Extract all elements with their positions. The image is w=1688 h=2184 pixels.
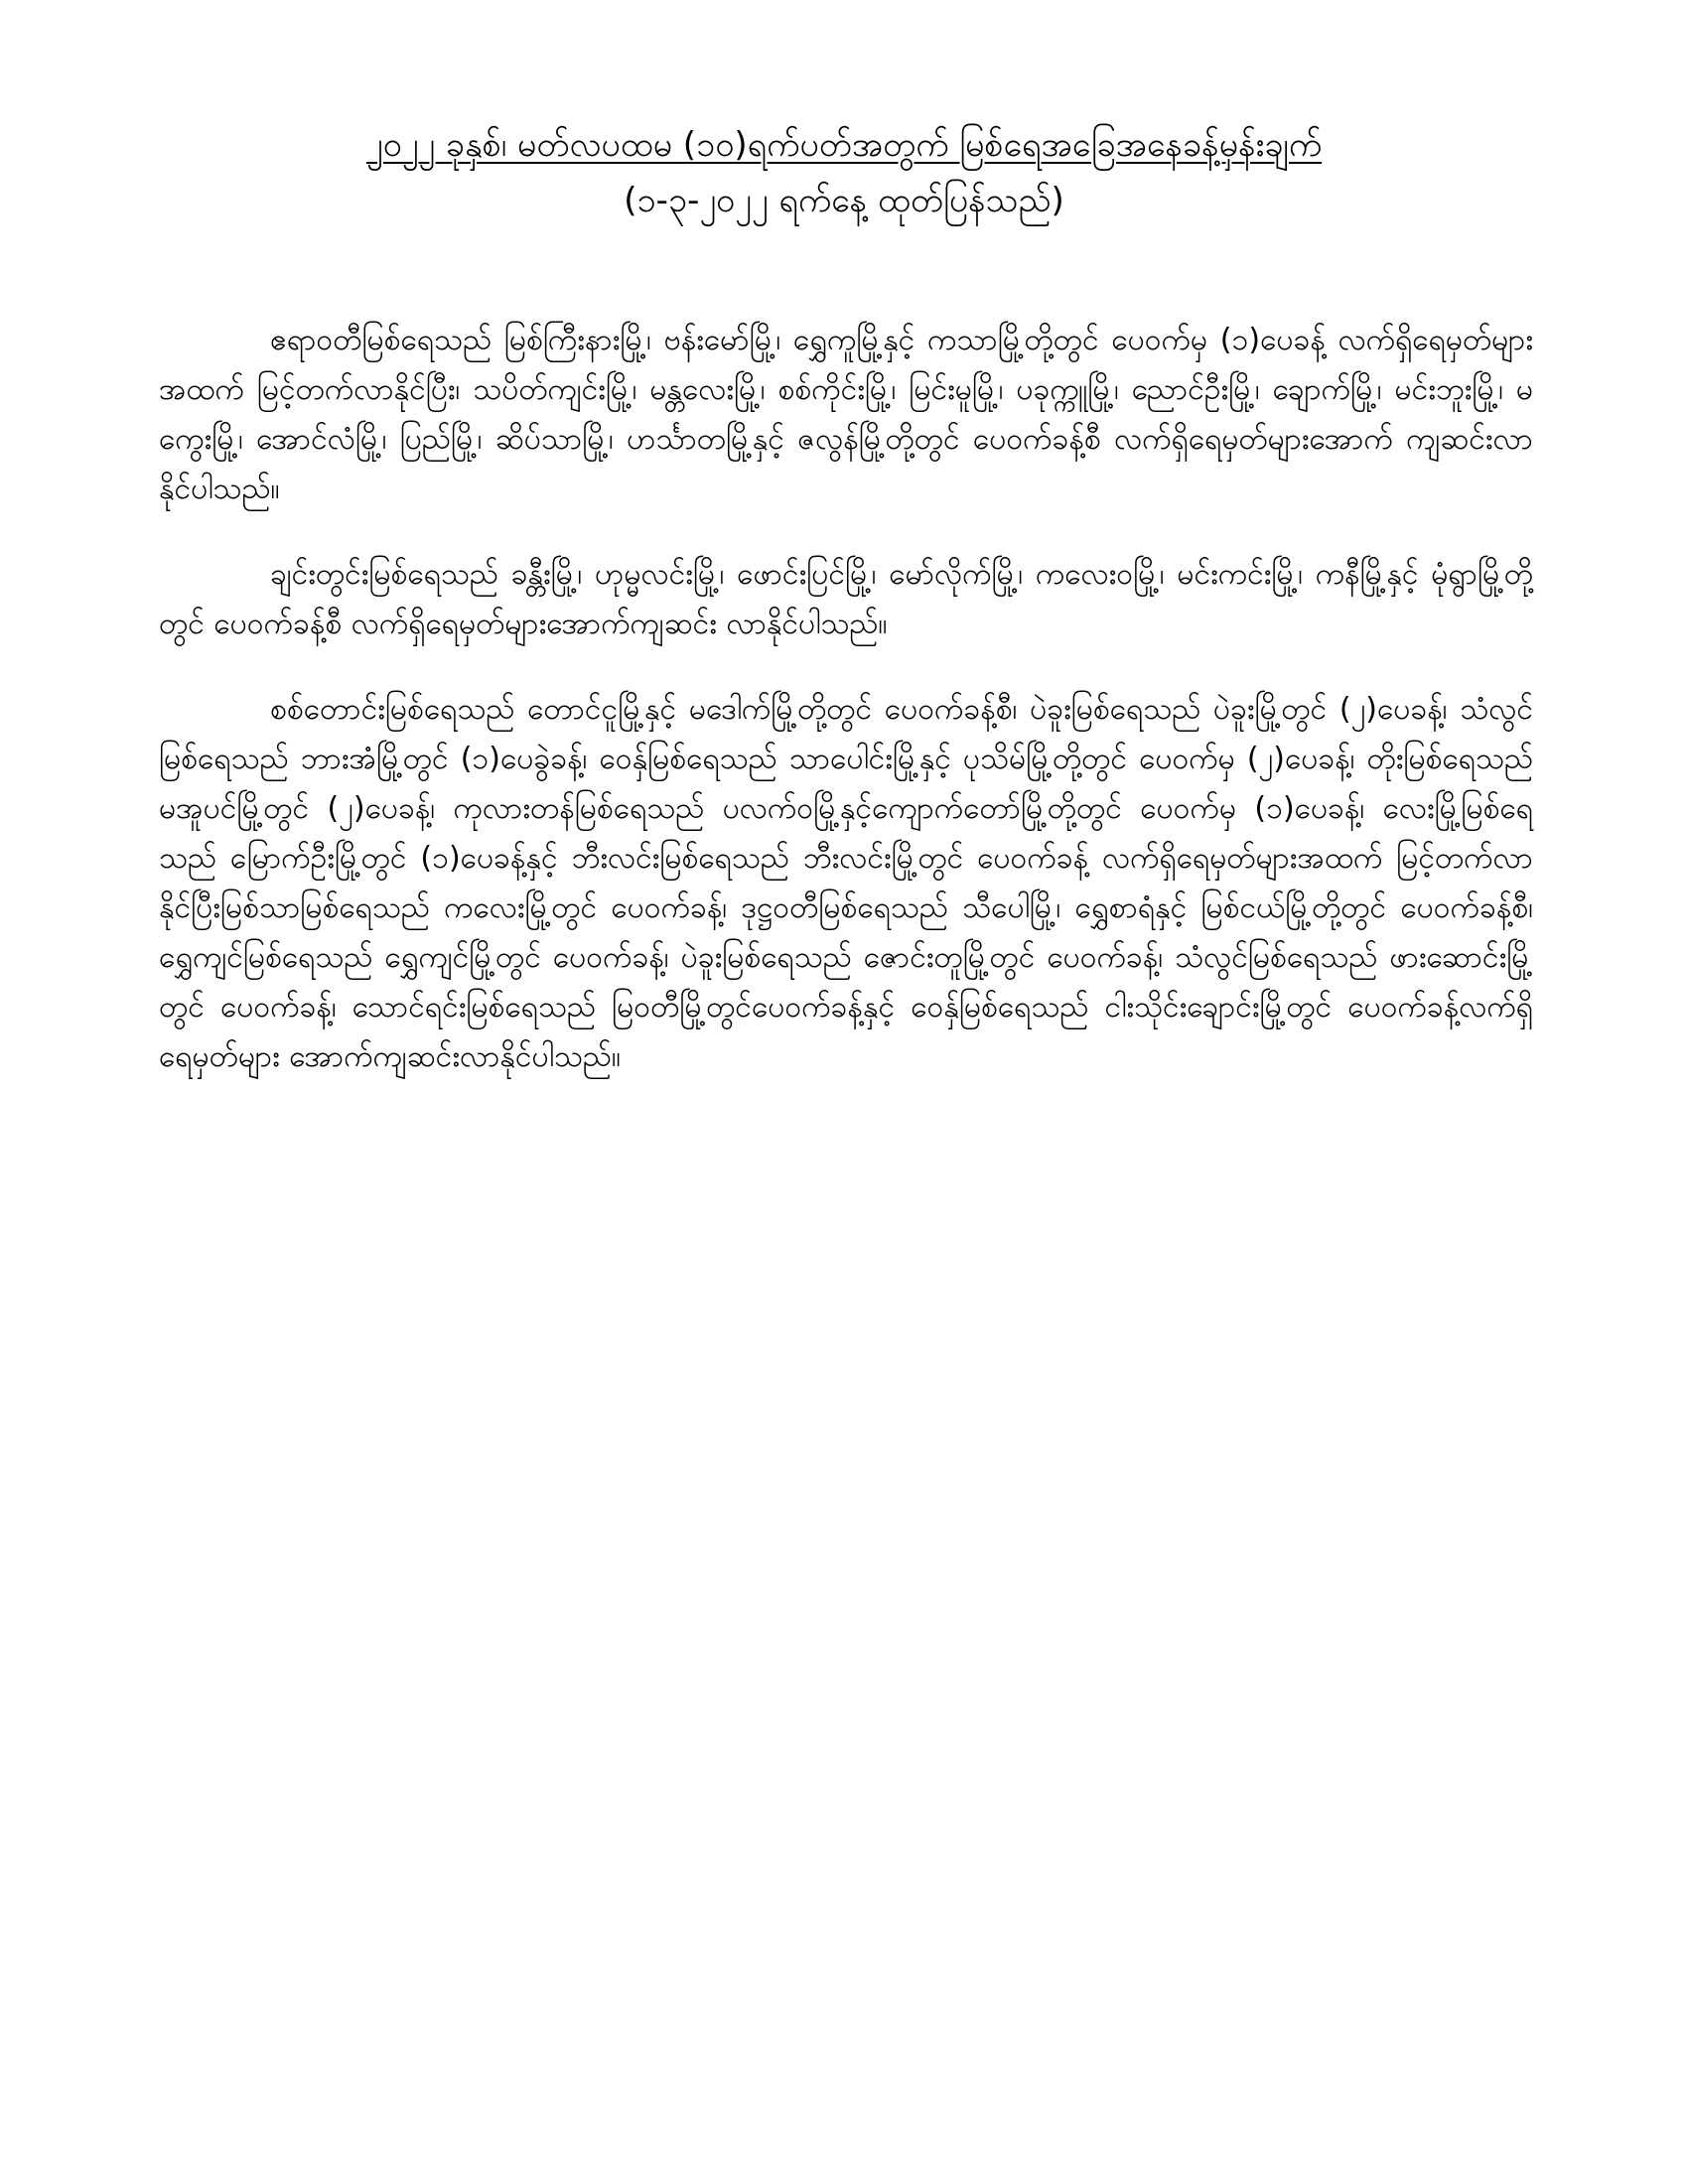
page-subtitle: (၁-၃-၂၀၂၂ ရက်နေ့ ထုတ်ပြန်သည်) xyxy=(624,181,1064,220)
page-title: ၂၀၂၂ ခုနှစ်၊ မတ်လပထမ (၁၀)ရက်ပတ်အတွက် မြစ်ရေအခြေအနေခန့်မှန်းချက် xyxy=(365,125,1323,165)
document-body xyxy=(159,316,1533,1118)
title-block xyxy=(159,117,1529,228)
paragraph-ayeyarwady: ဧရာဝတီမြစ်ရေသည် မြစ်ကြီးနားမြို့၊ ဗန်းမော်မြို့၊ ရွှေကူမြို့နှင့် ကသာမြို့တို့တွင် ပေဝက်မှ (၁)ပေခန့် လက်ရှိရေမှတ်များအထက် မြင့်တက်လာနိုင်ပြီး၊ သပိတ်ကျင်းမြို့၊ မန္တလေးမြို့၊ စစ်ကိုင်းမြို့၊ မြင်းမူမြို့၊ ပခုက္ကူမြို့၊ ညောင်ဦးမြို့၊ ချောက်မြို့၊ မင်းဘူးမြို့၊ မကွေးမြို့၊ အောင်လံမြို့၊ ပြည်မြို့၊ ဆိပ်သာမြို့၊ ဟင်္သာတမြို့နှင့် ဇလွန်မြို့တို့တွင် ပေဝက်ခန့်စီ လက်ရှိရေမှတ်များအောက် ကျဆင်းလာနိုင်ပါသည်။ xyxy=(159,323,1533,506)
paragraph-chindwin: ချင်းတွင်းမြစ်ရေသည် ခန္တီးမြို့၊ ဟုမ္မလင်းမြို့၊ ဖောင်းပြင်မြို့၊ မော်လိုက်မြို့၊ ကလေးဝမြို့၊ မင်းကင်းမြို့၊ ကနီမြို့နှင့် မုံရွာမြို့တို့တွင် ပေဝက်ခန့်စီ လက်ရှိရေမှတ်များအောက်ကျဆင်း လာနိုင်ပါသည်။ xyxy=(159,557,1533,641)
paragraph-other-rivers: စစ်တောင်းမြစ်ရေသည် တောင်ငူမြို့နှင့် မဒေါက်မြို့တို့တွင် ပေဝက်ခန့်စီ၊ ပဲခူးမြစ်ရေသည် ပဲခူးမြို့တွင် (၂)ပေခန့်၊ သံလွင်မြစ်ရေသည် ဘားအံမြို့တွင် (၁)ပေခွဲခန့်၊ ဝေနှ်မြစ်ရေသည် သာပေါင်းမြို့နှင့် ပုသိမ်မြို့တို့တွင် ပေဝက်မှ (၂)ပေခန့်၊ တိုးမြစ်ရေသည် မအူပင်မြို့တွင် (၂)ပေခန့်၊ ကုလားတန်မြစ်ရေသည် ပလက်ဝမြို့နှင့်ကျောက်တော်မြို့တို့တွင် ပေဝက်မှ (၁)ပေခန့်၊ လေးမြို့မြစ်ရေသည် မြောက်ဦးမြို့တွင် (၁)ပေခန့်နှင့် ဘီးလင်းမြစ်ရေသည် ဘီးလင်းမြို့တွင် ပေဝက်ခန့် လက်ရှိရေမှတ်များအထက် မြင့်တက်လာနိုင်ပြီးမြစ်သာမြစ်ရေသည် ကလေးမြို့တွင် ပေဝက်ခန့်၊ ဒုဋ္ဌဝတီမြစ်ရေသည် သီပေါမြို့၊ ရွှေစာရံနှင့် မြစ်ငယ်မြို့တို့တွင် ပေဝက်ခန့်စီ၊ ရွှေကျင်မြစ်ရေသည် ရွှေကျင်မြို့တွင် ပေဝက်ခန့်၊ ပဲခူးမြစ်ရေသည် ဇောင်းတူမြို့တွင် ပေဝက်ခန့်၊ သံလွင်မြစ်ရေသည် ဖားဆောင်းမြို့တွင် ပေဝက်ခန့်၊ သောင်ရင်းမြစ်ရေသည် မြဝတီမြို့တွင်ပေဝက်ခန့်နှင့် ဝေနှ်မြစ်ရေသည် ငါးသိုင်းချောင်းမြို့တွင် ပေဝက်ခန့်လက်ရှိရေမှတ်များ အောက်ကျဆင်းလာနိုင်ပါသည်။ xyxy=(159,692,1533,1074)
